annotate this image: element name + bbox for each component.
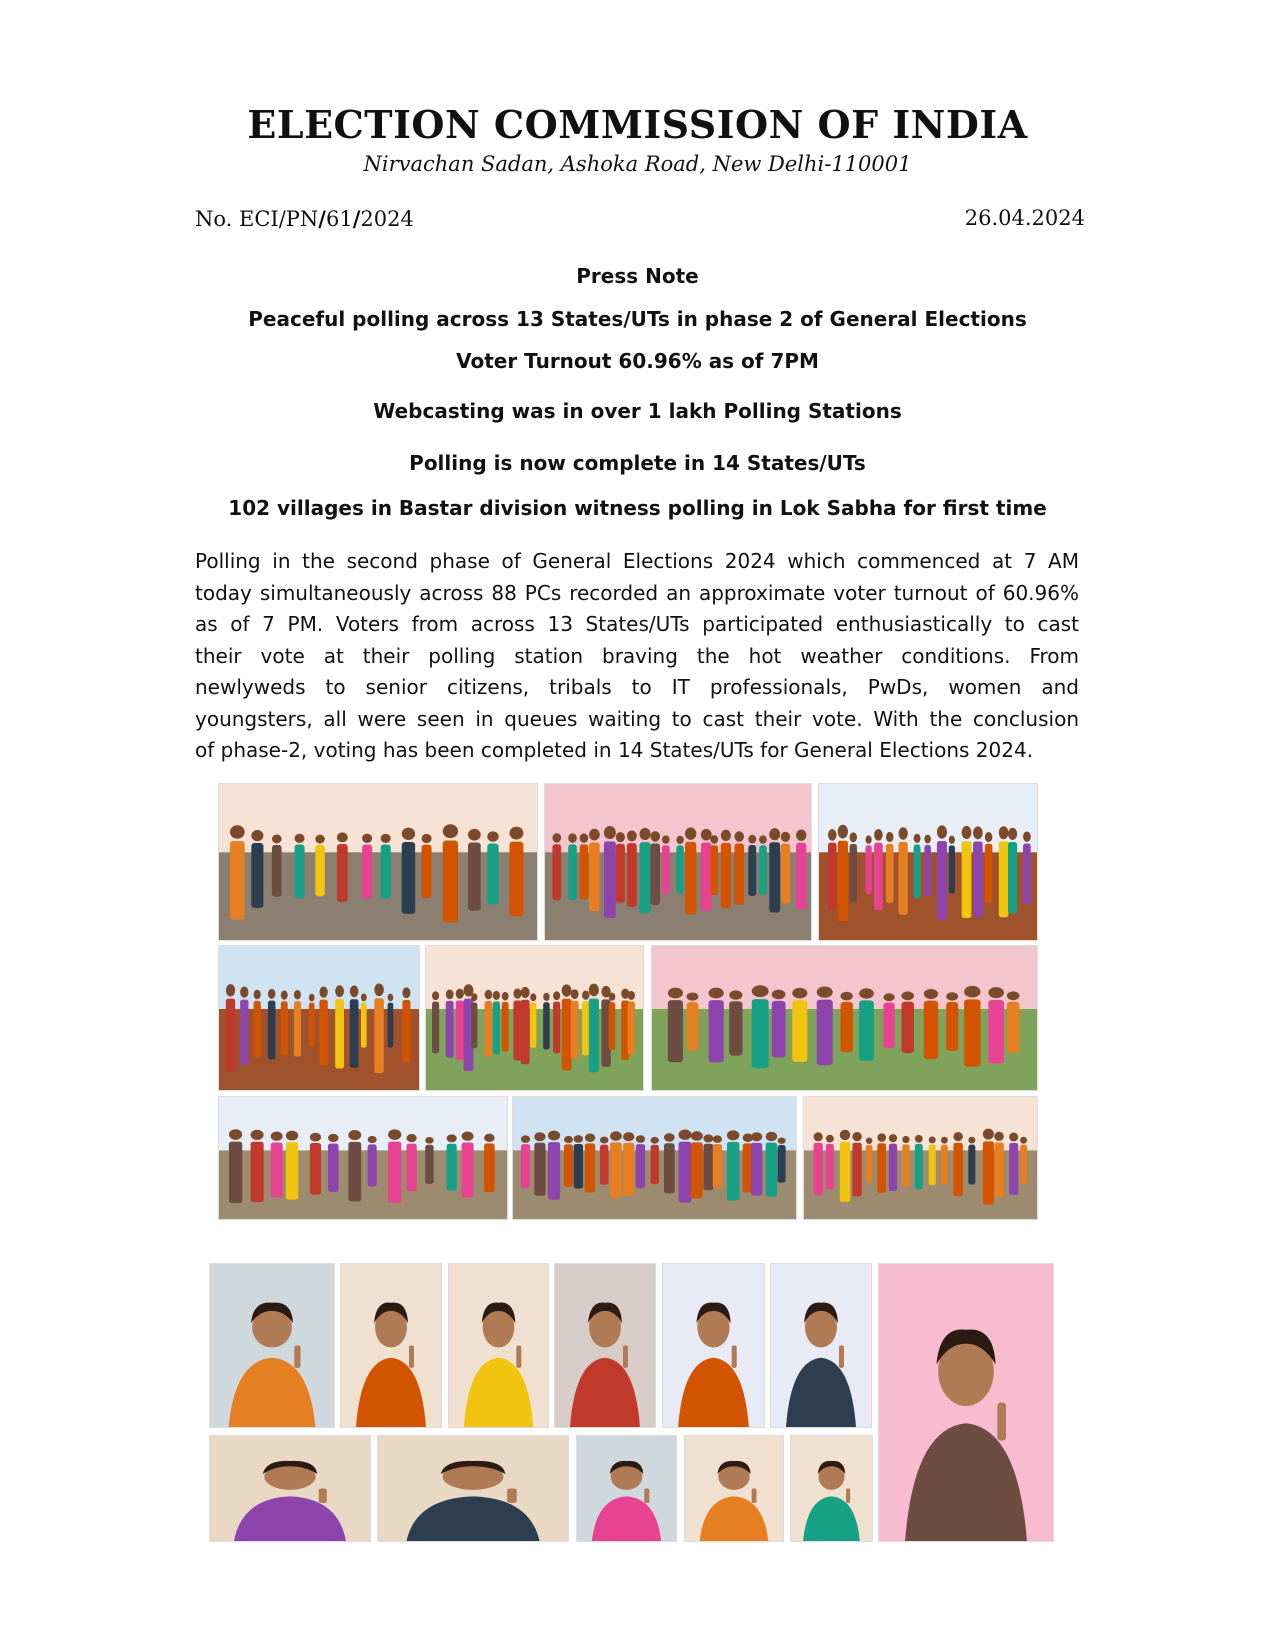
- paragraph-line: as of 7 PM. Voters from across 13 States/UTs participated enthusiastically to cast: [195, 612, 1079, 636]
- voter-portrait-photo: [684, 1435, 784, 1542]
- polling-queue-photo: [651, 945, 1038, 1091]
- headline-polling-complete: Polling is now complete in 14 States/UTs: [409, 451, 866, 475]
- voter-portrait-photo: [878, 1263, 1054, 1542]
- organization-title: ELECTION COMMISSION OF INDIA: [247, 102, 1028, 147]
- polling-queue-photo: [425, 945, 644, 1091]
- voter-portrait-photo: [209, 1263, 335, 1428]
- voter-portrait-photo: [448, 1263, 549, 1428]
- paragraph-line: youngsters, all were seen in queues waiting to cast their vote. With the conclusion: [195, 706, 1079, 731]
- polling-queue-photo: [803, 1096, 1038, 1220]
- press-note-label: Press Note: [576, 264, 699, 288]
- headline-peaceful-polling: Peaceful polling across 13 States/UTs in phase 2 of General Elections: [248, 307, 1027, 331]
- polling-queue-photo: [218, 1096, 508, 1220]
- voter-portrait-photo: [790, 1435, 873, 1542]
- headline-bastar-villages: 102 villages in Bastar division witness polling in Lok Sabha for first time: [228, 496, 1047, 520]
- paragraph-line: newlyweds to senior citizens, tribals to IT professionals, PwDs, women and: [195, 675, 1079, 699]
- voter-portrait-photo: [554, 1263, 656, 1428]
- voter-portrait-photo: [770, 1263, 872, 1428]
- polling-queue-photo: [544, 783, 812, 941]
- paragraph-line: today simultaneously across 88 PCs recorded an approximate voter turnout of 60.96%: [195, 580, 1079, 605]
- voter-portrait-photo: [377, 1435, 569, 1542]
- body-paragraph: [195, 546, 1079, 767]
- ref-year: 2024: [360, 207, 414, 231]
- polling-queue-photo: [218, 783, 538, 941]
- reference-number: No. ECI/PN/61/2024: [195, 206, 414, 231]
- press-note-date: 26.04.2024: [964, 206, 1085, 230]
- polling-queue-photo: [512, 1096, 797, 1220]
- voter-portrait-photo: [576, 1435, 677, 1542]
- ref-prefix: No. ECI/PN: [195, 207, 319, 231]
- paragraph-line: of phase-2, voting has been completed in 14 States/UTs for General Elections 2024.: [195, 738, 1034, 762]
- ref-number: 61: [325, 207, 353, 231]
- organization-address: Nirvachan Sadan, Ashoka Road, New Delhi-110001: [363, 152, 912, 176]
- voter-portrait-photo: [209, 1435, 371, 1542]
- voter-portrait-photo: [662, 1263, 765, 1428]
- polling-queue-photo: [818, 783, 1038, 941]
- paragraph-line: Polling in the second phase of General Elections 2024 which commenced at 7 AM: [195, 549, 1079, 573]
- headline-voter-turnout: Voter Turnout 60.96% as of 7PM: [456, 349, 819, 373]
- paragraph-line: their vote at their polling station braving the hot weather conditions. From: [195, 643, 1079, 668]
- polling-queue-photo: [218, 945, 420, 1091]
- headline-webcasting: Webcasting was in over 1 lakh Polling Stations: [373, 399, 902, 423]
- voter-portrait-photo: [340, 1263, 442, 1428]
